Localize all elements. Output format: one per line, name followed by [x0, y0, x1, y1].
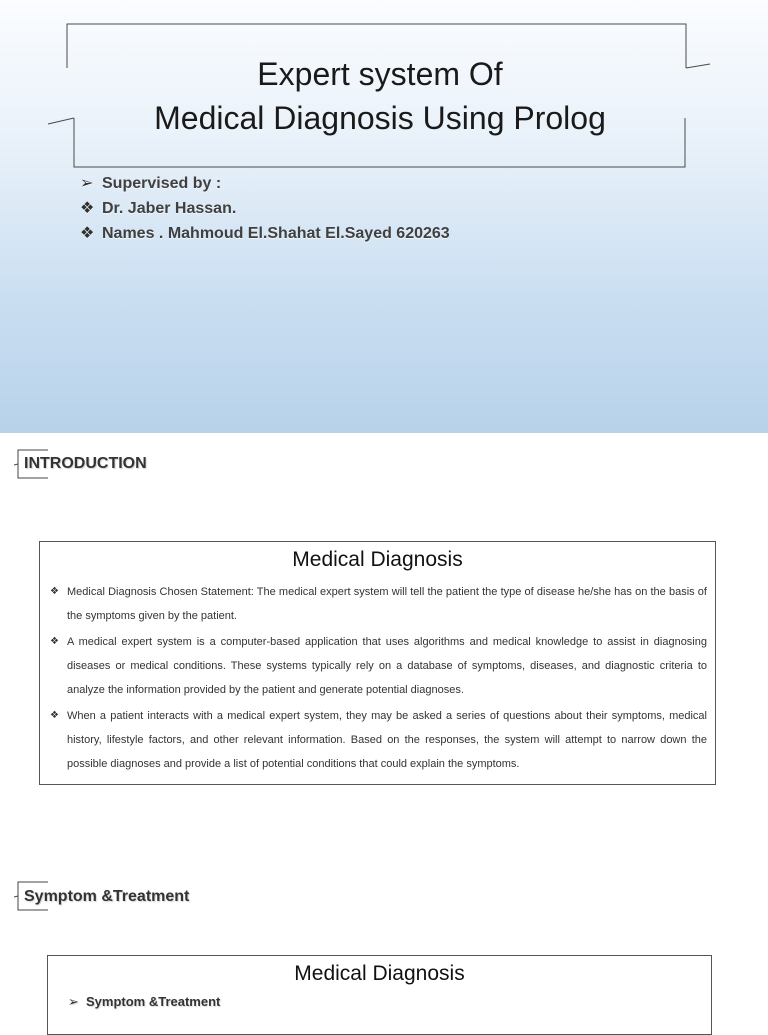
title-slide — [0, 0, 768, 433]
bullet-text: Names . Mahmoud El.Shahat El.Sayed 620263 — [102, 225, 450, 242]
bullet-text: Dr. Jaber Hassan. — [102, 200, 237, 217]
box-title: Medical Diagnosis — [294, 962, 465, 985]
list-item-text: A medical expert system is a computer-based application that uses algorithms and medical knowledge to assist in diagnosing diseases or medical conditions. These systems typically rely on a database of symptoms, diseases, and diagnostic criteria to analyze the information provided by the patient and generate potential diagnoses. — [67, 636, 707, 696]
slide-title — [80, 52, 680, 140]
introduction-heading: INTRODUCTION — [24, 455, 147, 472]
title-line-2: Medical Diagnosis Using Prolog — [154, 100, 606, 136]
list-item-text: Medical Diagnosis Chosen Statement: The medical expert system will tell the patient the type of disease he/she has on the basis of the symptoms given by the patient. — [67, 586, 707, 622]
introduction-box — [39, 541, 716, 785]
box-title: Medical Diagnosis — [292, 548, 463, 571]
list-item-text: When a patient interacts with a medical expert system, they may be asked a series of questions about their symptoms, medical history, lifestyle factors, and other relevant information. Based on the responses, the system will attempt to narrow down the possible diagnoses and provide a list of potential conditions that could explain the symptoms. — [67, 710, 707, 770]
list-item — [50, 580, 707, 628]
supervisor-name-bullet — [80, 196, 450, 221]
symptom-treatment-box — [47, 955, 712, 1035]
symptom-treatment-heading: Symptom &Treatment — [24, 888, 190, 905]
symptom-treatment-sub-bullet — [48, 994, 711, 1010]
slide-bullets — [80, 171, 450, 246]
sub-bullet-text: Symptom &Treatment — [86, 994, 221, 1009]
diamond-bullet-icon: ❖ — [80, 225, 95, 242]
diamond-bullet-icon: ❖ — [50, 710, 59, 721]
diamond-bullet-icon: ❖ — [80, 200, 95, 217]
bullet-text: Supervised by : — [102, 175, 222, 192]
list-item — [50, 630, 707, 702]
introduction-list — [40, 580, 715, 776]
diamond-bullet-icon: ❖ — [50, 586, 59, 597]
supervised-by-bullet — [80, 171, 450, 196]
arrow-bullet-icon: ➢ — [68, 994, 79, 1009]
student-names-bullet — [80, 221, 450, 246]
list-item — [50, 704, 707, 776]
diamond-bullet-icon: ❖ — [50, 636, 59, 647]
arrow-bullet-icon: ➢ — [80, 175, 94, 192]
title-line-1: Expert system Of — [257, 56, 503, 92]
